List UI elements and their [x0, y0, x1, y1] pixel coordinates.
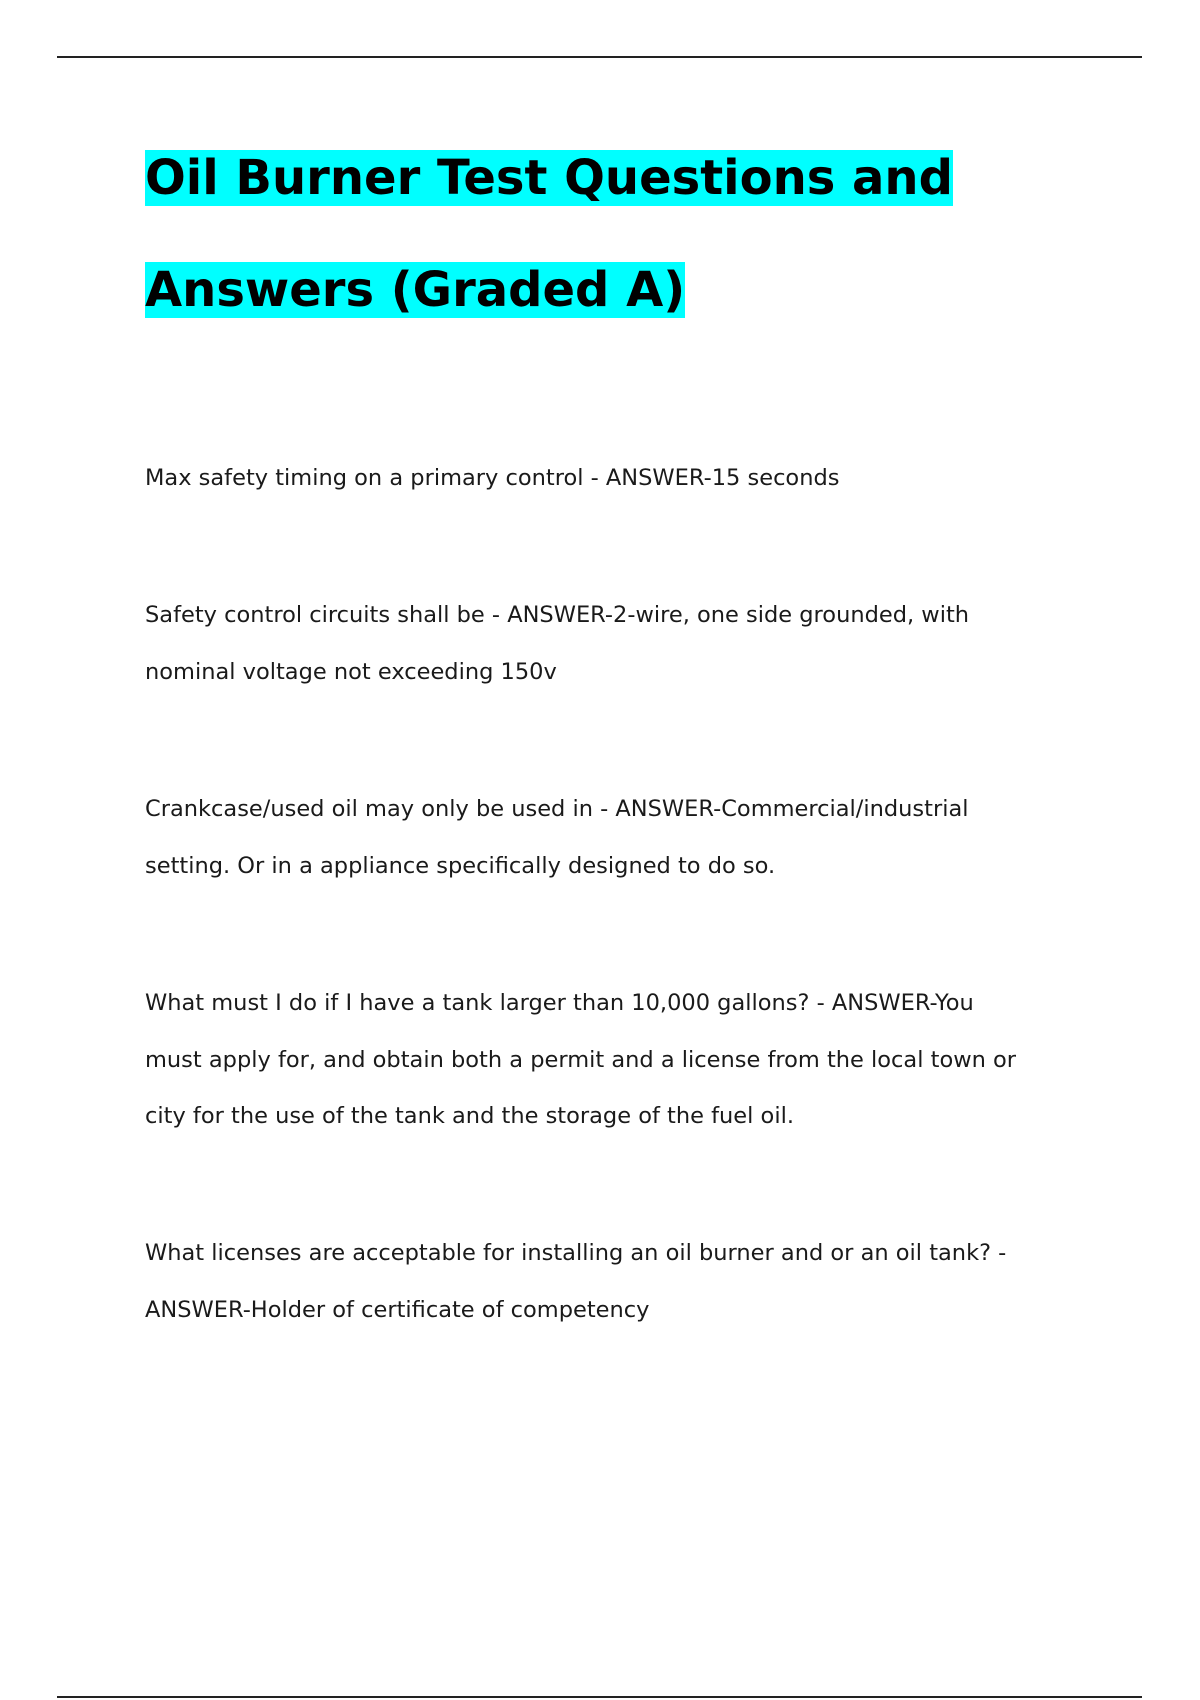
- qa-line: setting. Or in a appliance specifically designed to do so.: [145, 852, 776, 879]
- qa-line: What must I do if I have a tank larger than 10,000 gallons? - ANSWER-You: [145, 990, 974, 1016]
- qa-line: nominal voltage not exceeding 150v: [145, 658, 557, 685]
- title-text-2: Answers (Graded A): [145, 262, 686, 318]
- qa-line: city for the use of the tank and the storage of the fuel oil.: [145, 1103, 794, 1129]
- title-text-1: Oil Burner Test Questions and: [145, 150, 953, 206]
- qa-line: Crankcase/used oil may only be used in - ANSWER-Commercial/industrial: [145, 796, 969, 822]
- title-line-1: [145, 150, 1105, 206]
- qa-line: Max safety timing on a primary control - ANSWER-15 seconds: [145, 465, 840, 491]
- title-line-2: [145, 262, 1105, 318]
- top-rule: [57, 56, 1142, 58]
- qa-item-5: [145, 1225, 1095, 1338]
- qa-item-2: [145, 587, 1095, 700]
- qa-line: What licenses are acceptable for installing an oil burner and or an oil tank? -: [145, 1240, 1007, 1266]
- qa-item-1: [145, 450, 1095, 507]
- qa-line: must apply for, and obtain both a permit and a license from the local town or: [145, 1046, 1017, 1073]
- qa-line: ANSWER-Holder of certificate of competency: [145, 1296, 650, 1323]
- qa-line: Safety control circuits shall be - ANSWER-2-wire, one side grounded, with: [145, 602, 970, 628]
- qa-item-3: [145, 781, 1095, 894]
- qa-item-4: [145, 975, 1095, 1145]
- bottom-rule: [57, 1696, 1142, 1698]
- document-title: [145, 150, 1105, 374]
